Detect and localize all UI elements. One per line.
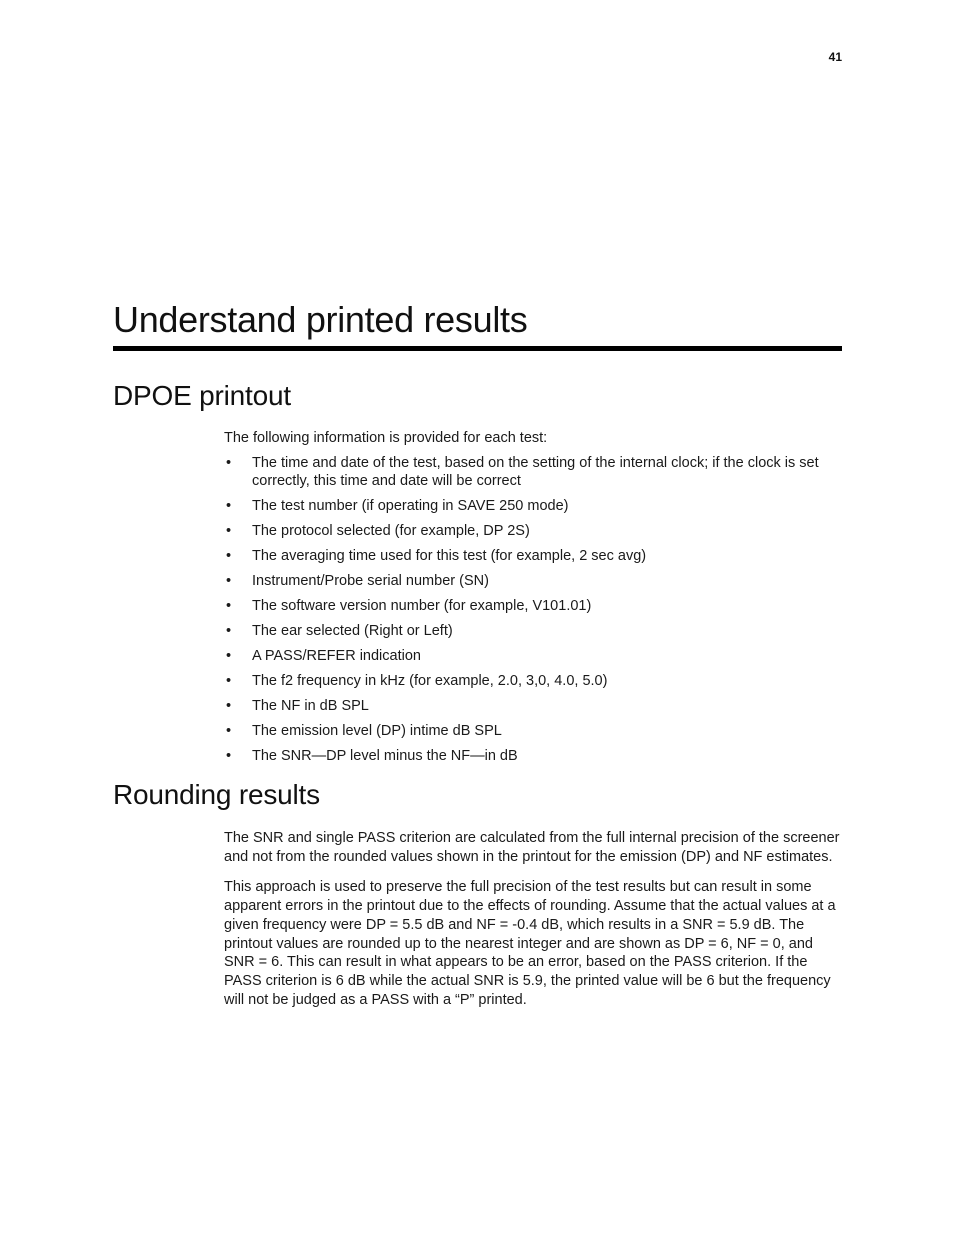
dpoe-bullet-list	[224, 454, 844, 766]
dpoe-intro: The following information is provided for each test:	[224, 430, 548, 446]
list-item	[224, 722, 844, 741]
bullet-icon: •	[226, 548, 232, 565]
list-item-text: The ear selected (Right or Left)	[252, 623, 453, 640]
list-item	[224, 597, 844, 616]
list-item	[224, 547, 844, 566]
list-item-text: Instrument/Probe serial number (SN)	[252, 573, 489, 590]
rounding-section-body	[224, 829, 844, 1021]
rounding-paragraph-1: The SNR and single PASS criterion are calculated from the full internal precision of the screener and not from the rounded values shown in the printout for the emission (DP) and NF estimates.	[224, 830, 840, 865]
bullet-icon: •	[226, 698, 232, 715]
chapter-title: Understand printed results	[113, 299, 528, 340]
list-item-text: The software version number (for example, V101.01)	[252, 598, 592, 615]
list-item-text: The test number (if operating in SAVE 250 mode)	[252, 498, 569, 515]
list-item-text: The emission level (DP) intime dB SPL	[252, 723, 502, 740]
bullet-icon: •	[226, 648, 232, 665]
bullet-icon: •	[226, 573, 232, 590]
list-item-text: A PASS/REFER indication	[252, 648, 421, 665]
section-heading-dpoe: DPOE printout	[113, 380, 291, 411]
list-item-text: The f2 frequency in kHz (for example, 2.0, 3,0, 4.0, 5.0)	[252, 673, 608, 690]
bullet-icon: •	[226, 523, 232, 540]
bullet-icon: •	[226, 723, 232, 740]
list-item-text: The time and date of the test, based on the setting of the internal clock; if the clock is set correctly, this time and date will be correct	[252, 454, 819, 490]
list-item	[224, 454, 844, 491]
list-item	[224, 522, 844, 541]
bullet-icon: •	[226, 598, 232, 615]
rounding-paragraph-2: This approach is used to preserve the full precision of the test results but can result in some apparent errors in the printout due to the effects of rounding. Assume that the actual values at a given frequency were DP = 5.5 dB and NF = -0.4 dB, which results in a SNR = 5.9 dB. The printout values are rounded up to the nearest integer and are shown as DP = 6, NF = 0, and SNR = 6. This can result in what appears to be an error, based on the PASS criterion. If the PASS criterion is 6 dB while the actual SNR is 5.9, the printed value will be 6 but the frequency will not be judged as a PASS with a “P” printed.	[224, 879, 836, 1008]
list-item	[224, 497, 844, 516]
dpoe-section-body	[224, 429, 844, 772]
list-item-text: The SNR—DP level minus the NF—in dB	[252, 748, 518, 765]
list-item	[224, 697, 844, 716]
list-item	[224, 747, 844, 766]
section-heading-rounding: Rounding results	[113, 779, 320, 810]
bullet-icon: •	[226, 623, 232, 640]
bullet-icon: •	[226, 748, 232, 765]
list-item-text: The NF in dB SPL	[252, 698, 369, 715]
bullet-icon: •	[226, 673, 232, 690]
title-rule	[113, 346, 842, 351]
page-number: 41	[828, 50, 842, 64]
bullet-icon: •	[226, 454, 232, 471]
bullet-icon: •	[226, 498, 232, 515]
list-item	[224, 622, 844, 641]
list-item	[224, 572, 844, 591]
list-item	[224, 672, 844, 691]
list-item-text: The averaging time used for this test (for example, 2 sec avg)	[252, 548, 647, 565]
list-item-text: The protocol selected (for example, DP 2S)	[252, 523, 530, 540]
list-item	[224, 647, 844, 666]
